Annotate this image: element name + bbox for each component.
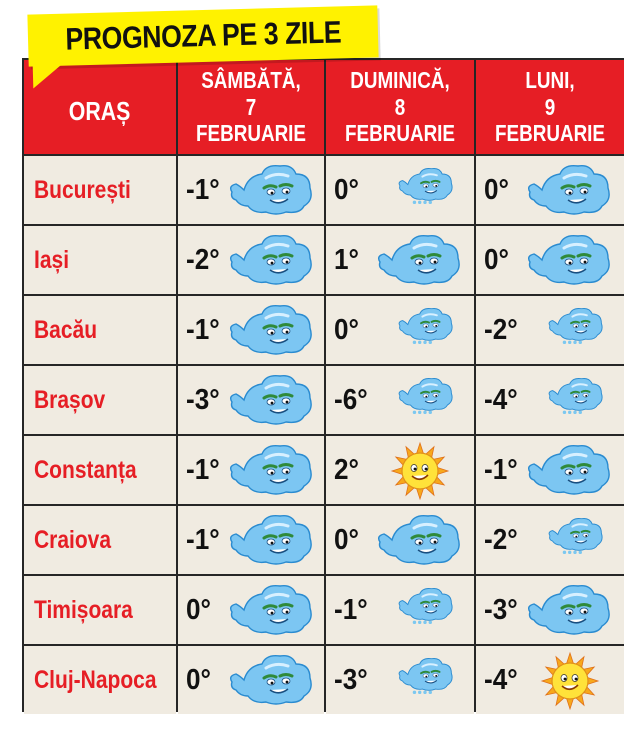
forecast-cell (178, 436, 324, 504)
cloud-large-icon (226, 512, 314, 570)
forecast-cell (178, 156, 324, 224)
temperature: -1° (186, 314, 220, 346)
forecast-table (22, 58, 624, 712)
sun-icon (390, 441, 450, 501)
temperature: 0° (186, 594, 211, 626)
forecast-cell (326, 436, 474, 504)
header-day-date: 9 FEBRUARIE (494, 93, 606, 147)
forecast-cell (476, 296, 624, 364)
forecast-cell (476, 156, 624, 224)
temperature: 0° (334, 314, 359, 346)
city-name: Iași (34, 245, 70, 274)
forecast-cell (476, 436, 624, 504)
city-name: Craiova (34, 525, 112, 554)
city-cell (24, 646, 176, 714)
snow-cloud-icon (396, 586, 454, 627)
city-name: Brașov (34, 385, 106, 414)
forecast-cell (326, 226, 474, 294)
header-day-date: 7 FEBRUARIE (195, 93, 307, 147)
snow-cloud-icon (546, 376, 604, 417)
header-day-date: 8 FEBRUARIE (344, 93, 456, 147)
temperature: -2° (186, 244, 220, 276)
page-title: PROGNOZA PE 3 ZILE (64, 14, 342, 57)
forecast-cell (326, 366, 474, 434)
sun-icon (540, 651, 600, 711)
city-cell (24, 156, 176, 224)
forecast-cell (178, 296, 324, 364)
forecast-cell (326, 156, 474, 224)
header-day-name: SÂMBĂTĂ, (201, 67, 301, 94)
snow-cloud-icon (546, 516, 604, 557)
city-name: Cluj-Napoca (34, 665, 157, 694)
city-name: București (34, 175, 131, 204)
temperature: 0° (334, 524, 359, 556)
temperature: 0° (334, 174, 359, 206)
snow-cloud-icon (396, 306, 454, 347)
temperature: -2° (484, 524, 518, 556)
snow-cloud-icon (396, 376, 454, 417)
cloud-large-icon (374, 512, 462, 570)
city-name: Timișoara (34, 595, 133, 624)
forecast-cell (178, 646, 324, 714)
cloud-large-icon (226, 372, 314, 430)
city-cell (24, 296, 176, 364)
temperature: 0° (186, 664, 211, 696)
city-cell (24, 366, 176, 434)
cloud-large-icon (524, 582, 612, 640)
temperature: -2° (484, 314, 518, 346)
city-cell (24, 506, 176, 574)
forecast-cell (326, 646, 474, 714)
forecast-cell (178, 576, 324, 644)
cloud-large-icon (226, 162, 314, 220)
city-name: Bacău (34, 315, 98, 344)
header-day-3 (476, 60, 624, 154)
temperature: -3° (484, 594, 518, 626)
header-day-2 (326, 60, 474, 154)
forecast-cell (476, 576, 624, 644)
header-city-label: ORAȘ (69, 96, 131, 127)
header-day-name: LUNI, (525, 67, 575, 94)
cloud-large-icon (374, 232, 462, 290)
city-name: Constanța (34, 455, 137, 484)
temperature: 0° (484, 244, 509, 276)
forecast-cell (476, 366, 624, 434)
forecast-cell (326, 506, 474, 574)
temperature: 1° (334, 244, 359, 276)
city-cell (24, 226, 176, 294)
temperature: -1° (484, 454, 518, 486)
forecast-cell (178, 366, 324, 434)
temperature: 0° (484, 174, 509, 206)
snow-cloud-icon (396, 166, 454, 207)
city-cell (24, 436, 176, 504)
cloud-large-icon (226, 582, 314, 640)
temperature: -1° (186, 454, 220, 486)
temperature: -1° (186, 524, 220, 556)
cloud-large-icon (226, 232, 314, 290)
forecast-cell (178, 506, 324, 574)
forecast-cell (476, 506, 624, 574)
header-day-name: DUMINICĂ, (350, 67, 450, 94)
forecast-cell (476, 226, 624, 294)
forecast-cell (476, 646, 624, 714)
snow-cloud-icon (546, 306, 604, 347)
cloud-large-icon (524, 232, 612, 290)
city-cell (24, 576, 176, 644)
title-banner (27, 5, 378, 66)
header-day-1 (178, 60, 324, 154)
forecast-cell (326, 576, 474, 644)
temperature: 2° (334, 454, 359, 486)
temperature: -4° (484, 664, 518, 696)
temperature: -3° (334, 664, 368, 696)
temperature: -3° (186, 384, 220, 416)
temperature: -6° (334, 384, 368, 416)
forecast-cell (326, 296, 474, 364)
temperature: -1° (186, 174, 220, 206)
cloud-large-icon (524, 162, 612, 220)
cloud-large-icon (226, 652, 314, 710)
temperature: -1° (334, 594, 368, 626)
cloud-large-icon (524, 442, 612, 500)
cloud-large-icon (226, 302, 314, 360)
forecast-cell (178, 226, 324, 294)
cloud-large-icon (226, 442, 314, 500)
temperature: -4° (484, 384, 518, 416)
snow-cloud-icon (396, 656, 454, 697)
